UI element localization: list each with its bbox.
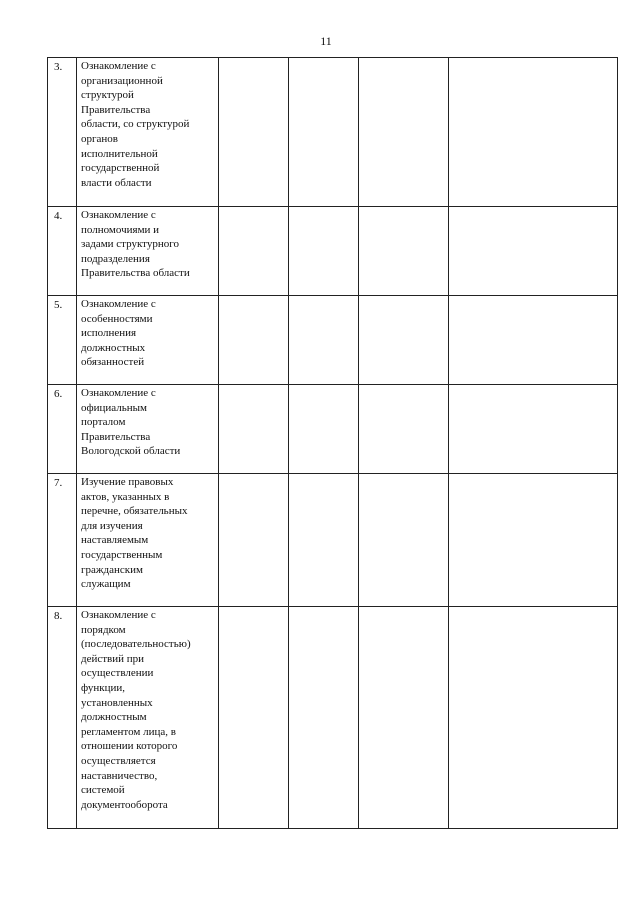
- activity-line: осуществляется: [81, 754, 156, 767]
- form-cell: [289, 296, 359, 385]
- table-row: [48, 207, 618, 296]
- activity-line: функции,: [81, 681, 125, 694]
- row-number: 8.: [48, 607, 77, 829]
- result-cell: [359, 58, 449, 207]
- form-cell: [289, 607, 359, 829]
- deadline-cell: [219, 58, 289, 207]
- row-number: 5.: [48, 296, 77, 385]
- deadline-cell: [219, 474, 289, 607]
- notes-cell: [449, 474, 618, 607]
- activity-line: особенностями: [81, 312, 153, 325]
- activity-line: для изучения: [81, 519, 143, 532]
- activity-line: исполнительной: [81, 147, 158, 160]
- activity-line: структурой: [81, 89, 134, 102]
- activity-line: наставляемым: [81, 534, 149, 547]
- table-row: [48, 607, 618, 829]
- activity-line: государственной: [81, 162, 160, 175]
- activity-line: Ознакомление с: [81, 298, 156, 310]
- table-row: [48, 385, 618, 474]
- row-number: 6.: [48, 385, 77, 474]
- activity-line: Вологодской области: [81, 445, 181, 458]
- deadline-cell: [219, 296, 289, 385]
- activity-line: регламентом лица, в: [81, 725, 176, 738]
- activity-line: служащим: [81, 578, 131, 591]
- activity-line: документооборота: [81, 798, 168, 811]
- activity-line: государственным: [81, 548, 163, 561]
- result-cell: [359, 607, 449, 829]
- activity-line: гражданским: [81, 563, 143, 576]
- activity-line: Ознакомление с: [81, 387, 156, 399]
- activity-description: [77, 207, 219, 296]
- activity-line: должностных: [81, 341, 146, 354]
- activity-line: Ознакомление с: [81, 209, 156, 221]
- activity-line: Изучение правовых: [81, 476, 174, 488]
- activity-line: исполнения: [81, 327, 137, 340]
- activity-line: осуществлении: [81, 667, 154, 680]
- activity-description: [77, 474, 219, 607]
- activity-line: порталом: [81, 416, 126, 429]
- row-number: 4.: [48, 207, 77, 296]
- activity-line: порядком: [81, 623, 126, 636]
- activity-line: официальным: [81, 401, 148, 414]
- mentoring-plan-table: [47, 57, 618, 829]
- form-cell: [289, 58, 359, 207]
- activity-line: органов: [81, 132, 118, 145]
- activity-line: отношении которого: [81, 740, 178, 753]
- activity-line: установленных: [81, 696, 153, 709]
- activity-line: Правительства: [81, 103, 151, 116]
- activity-line: Ознакомление с: [81, 60, 156, 72]
- table-row: [48, 58, 618, 207]
- activity-line: области, со структурой: [81, 118, 190, 131]
- row-number: 3.: [48, 58, 77, 207]
- activity-line: перечне, обязательных: [81, 505, 188, 518]
- notes-cell: [449, 296, 618, 385]
- form-cell: [289, 385, 359, 474]
- table-row: [48, 296, 618, 385]
- activity-line: системой: [81, 784, 125, 797]
- activity-line: задами структурного: [81, 238, 179, 251]
- notes-cell: [449, 58, 618, 207]
- activity-line: Ознакомление с: [81, 609, 156, 621]
- activity-description: [77, 296, 219, 385]
- activity-line: обязанностей: [81, 356, 145, 369]
- notes-cell: [449, 385, 618, 474]
- activity-line: должностным: [81, 711, 147, 724]
- result-cell: [359, 296, 449, 385]
- form-cell: [289, 207, 359, 296]
- activity-line: Правительства области: [81, 267, 190, 280]
- activity-line: власти области: [81, 176, 152, 189]
- page-number: 11: [320, 34, 332, 48]
- table-row: [48, 474, 618, 607]
- result-cell: [359, 385, 449, 474]
- activity-line: наставничество,: [81, 769, 158, 782]
- deadline-cell: [219, 385, 289, 474]
- row-number: 7.: [48, 474, 77, 607]
- deadline-cell: [219, 607, 289, 829]
- activity-line: Правительства: [81, 430, 151, 443]
- activity-description: [77, 385, 219, 474]
- activity-line: подразделения: [81, 252, 150, 265]
- form-cell: [289, 474, 359, 607]
- activity-line: действий при: [81, 652, 145, 665]
- activity-line: организационной: [81, 74, 163, 87]
- activity-line: полномочиями и: [81, 223, 160, 236]
- activity-description: [77, 58, 219, 207]
- activity-description: [77, 607, 219, 829]
- deadline-cell: [219, 207, 289, 296]
- notes-cell: [449, 607, 618, 829]
- activity-line: (последовательностью): [81, 638, 191, 651]
- activity-line: актов, указанных в: [81, 490, 170, 503]
- result-cell: [359, 207, 449, 296]
- notes-cell: [449, 207, 618, 296]
- result-cell: [359, 474, 449, 607]
